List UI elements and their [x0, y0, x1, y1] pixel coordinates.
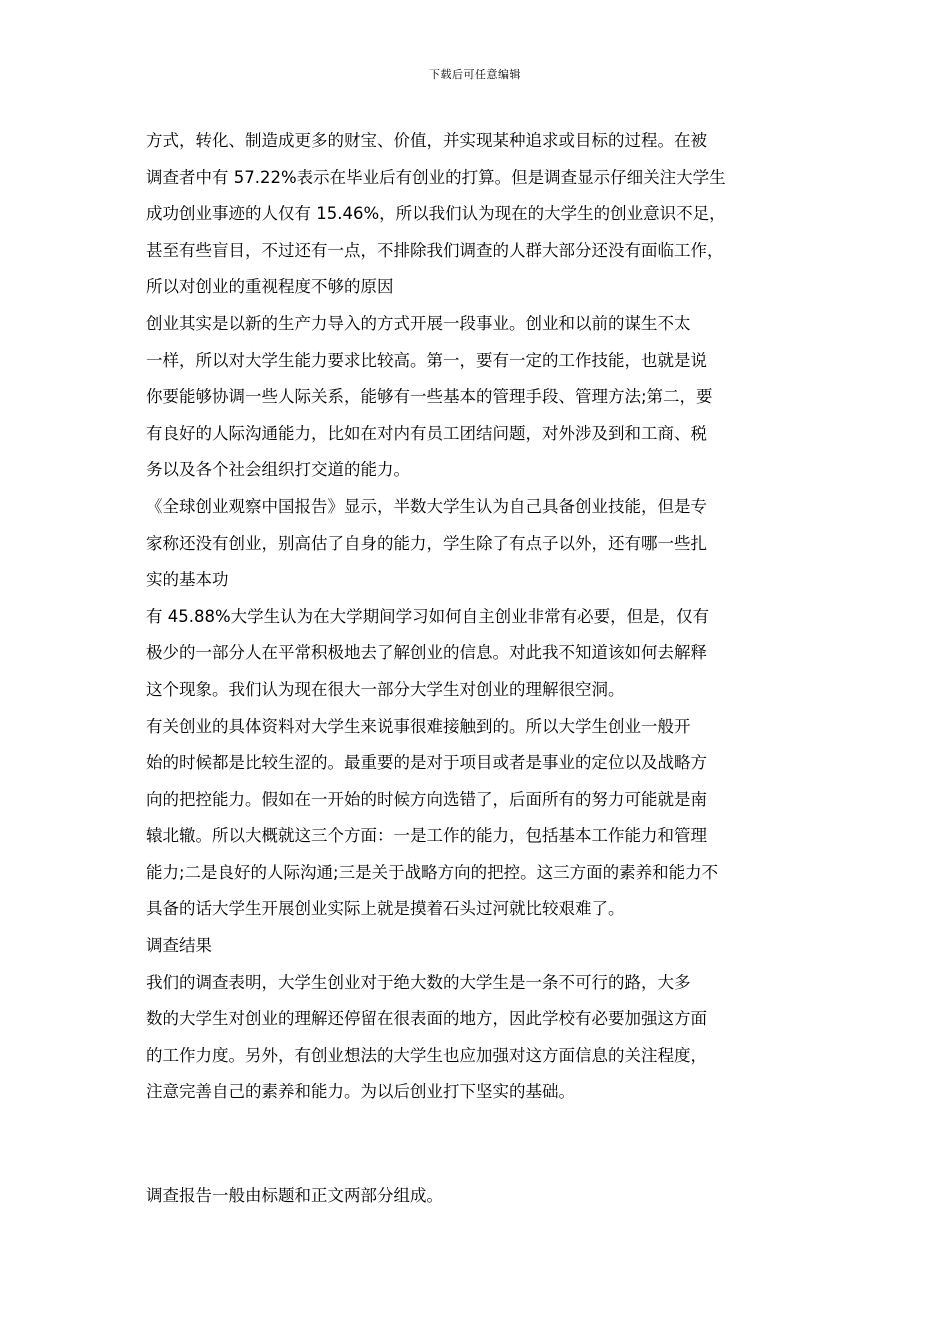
text-line: 甚至有些盲目，不过还有一点，不排除我们调查的人群大部分还没有面临工作，	[146, 240, 724, 260]
text-line: 《全球创业观察中国报告》显示，半数大学生认为自己具备创业技能，但是专	[146, 496, 707, 516]
text-line: 有关创业的具体资料对大学生来说事很难接触到的。所以大学生创业一般开	[146, 716, 691, 736]
page-header: 下载后可任意编辑	[429, 68, 521, 81]
text-line: 辕北辙。所以大概就这三个方面：一是工作的能力，包括基本工作能力和管理	[146, 826, 707, 846]
text-line: 具备的话大学生开展创业实际上就是摸着石头过河就比较艰难了。	[146, 899, 625, 919]
text-line: 有 45.88%大学生认为在大学期间学习如何自主创业非常有必要，但是，仅有	[146, 606, 710, 626]
text-line: 实的基本功	[146, 570, 229, 590]
text-line: 极少的一部分人在平常积极地去了解创业的信息。对此我不知道该如何去解释	[146, 643, 707, 663]
text-line: 的工作力度。另外，有创业想法的大学生也应加强对这方面信息的关注程度，	[146, 1045, 707, 1065]
text-line: 数的大学生对创业的理解还停留在很表面的地方，因此学校有必要加强这方面	[146, 1009, 707, 1029]
text-line: 向的把控能力。假如在一开始的时候方向选错了，后面所有的努力可能就是南	[146, 789, 707, 809]
text-line: 创业其实是以新的生产力导入的方式开展一段事业。创业和以前的谋生不太	[146, 313, 691, 333]
text-line: 方式，转化、制造成更多的财宝、价值，并实现某种追求或目标的过程。在被	[146, 131, 707, 150]
text-line: 家称还没有创业，别高估了自身的能力，学生除了有点子以外，还有哪一些扎	[146, 533, 707, 553]
text-line: 成功创业事迹的人仅有 15.46%，所以我们认为现在的大学生的创业意识不足，	[146, 204, 726, 224]
text-line: 有良好的人际沟通能力，比如在对内有员工团结问题，对外涉及到和工商、税	[146, 423, 707, 443]
text-line: 能力;二是良好的人际沟通;三是关于战略方向的把控。这三方面的素养和能力不	[146, 862, 719, 882]
text-line: 我们的调查表明，大学生创业对于绝大数的大学生是一条不可行的路，大多	[146, 972, 691, 992]
text-line: 始的时候都是比较生涩的。最重要的是对于项目或者是事业的定位以及战略方	[146, 753, 707, 773]
text-line: 你要能够协调一些人际关系，能够有一些基本的管理手段、管理方法;第二，要	[146, 387, 713, 407]
text-line: 务以及各个社会组织打交道的能力。	[146, 460, 410, 480]
closing-line: 调查报告一般由标题和正文两部分组成。	[146, 1186, 443, 1205]
text-line: 一样，所以对大学生能力要求比较高。第一，要有一定的工作技能，也就是说	[146, 350, 707, 370]
text-line: 所以对创业的重视程度不够的原因	[146, 277, 394, 297]
section-heading: 调查结果	[146, 936, 212, 956]
text-line: 这个现象。我们认为现在很大一部分大学生对创业的理解很空洞。	[146, 679, 625, 699]
body-text	[146, 123, 826, 1111]
text-line: 注意完善自己的素养和能力。为以后创业打下坚实的基础。	[146, 1082, 575, 1102]
text-line: 调查者中有 57.22%表示在毕业后有创业的打算。但是调查显示仔细关注大学生	[146, 167, 726, 187]
